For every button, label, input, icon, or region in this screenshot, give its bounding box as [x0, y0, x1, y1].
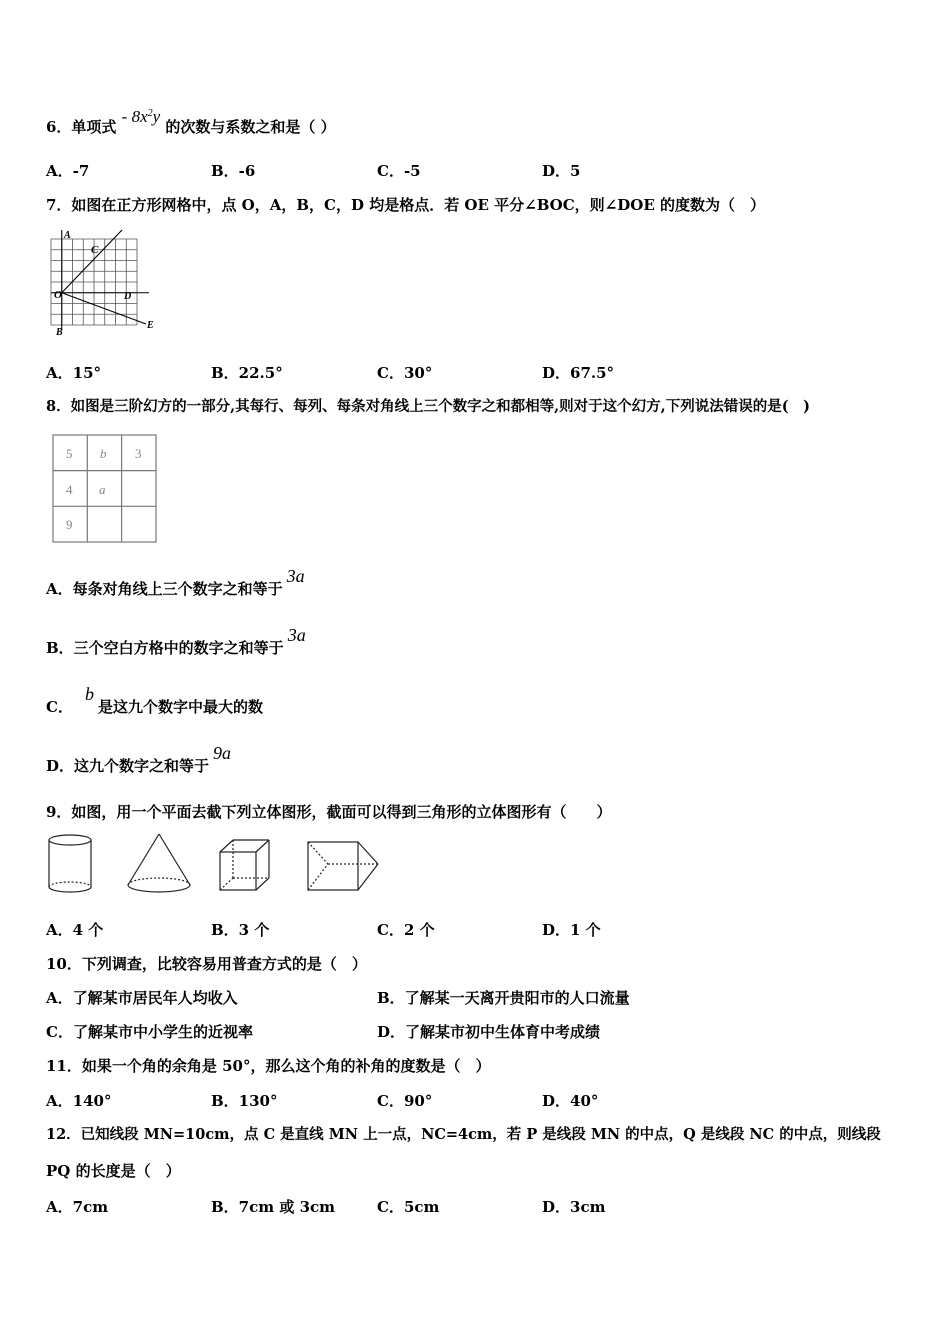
- q8-option-b-text: B．三个空白方格中的数字之和等于: [46, 639, 284, 657]
- q8-cell-2-2: a: [99, 482, 106, 497]
- q10-option-a: A．了解某市居民年人均收入: [46, 989, 238, 1007]
- q11-option-d: D．40°: [542, 1092, 599, 1110]
- q9-option-d: D．1 个: [542, 921, 601, 939]
- cube-shape: [220, 840, 269, 890]
- q6-option-b: B．-6: [211, 162, 256, 180]
- q7-label-e: E: [147, 320, 154, 331]
- cylinder-shape: [49, 835, 91, 892]
- q6-option-a: A．-7: [46, 162, 90, 180]
- q7-label-d: D: [124, 291, 132, 302]
- q8-option-a-text: A．每条对角线上三个数字之和等于: [46, 580, 283, 598]
- q6-expr-coef: - 8x: [121, 107, 148, 126]
- q12-option-b: B．7cm 或 3cm: [211, 1198, 336, 1216]
- q9-option-a: A．4 个: [46, 921, 104, 939]
- q8-option-b: [46, 625, 306, 658]
- q6-option-c: C．-5: [377, 162, 421, 180]
- q7-option-a: A．15°: [46, 364, 102, 382]
- q7-stem: 7．如图在正方形网格中，点 O，A，B，C，D 均是格点．若 OE 平分∠BOC，则∠DOE 的度数为（ ）: [46, 196, 765, 214]
- q7-option-b: B．22.5°: [211, 364, 283, 382]
- q8-cell-2-1: 4: [66, 482, 73, 497]
- q6-prefix: 6．单项式: [46, 118, 117, 136]
- q8-option-b-math: 3a: [287, 625, 306, 645]
- q7-ray-oe: [62, 293, 146, 324]
- prism-shape: [308, 842, 378, 890]
- q12-stem-line2: PQ 的长度是（ ）: [46, 1162, 181, 1180]
- q8-magic-square: [52, 434, 158, 544]
- q8-cell-1-3: 3: [135, 446, 142, 461]
- q12-option-a: A．7cm: [46, 1198, 109, 1216]
- q9-option-c: C．2 个: [377, 921, 435, 939]
- q10-option-c: C．了解某市中小学生的近视率: [46, 1023, 253, 1041]
- q10-option-d: D．了解某市初中生体育中考成绩: [377, 1023, 601, 1041]
- q8-option-d-math: 9a: [213, 743, 232, 763]
- q10-option-b: B．了解某一天离开贵阳市的人口流量: [377, 989, 630, 1007]
- q7-label-b: B: [56, 327, 63, 338]
- q6-expression: [122, 104, 161, 127]
- q8-option-c-math: b: [84, 684, 94, 704]
- q12-option-c: C．5cm: [377, 1198, 440, 1216]
- q6-expr-var: y: [152, 107, 161, 126]
- q6-suffix: 的次数与系数之和是（ ）: [165, 118, 336, 136]
- q8-cell-1-2: b: [100, 446, 107, 461]
- q8-option-c-prefix: C．: [46, 698, 73, 716]
- q8-cell-3-1: 9: [66, 517, 73, 532]
- q7-label-a: A: [64, 230, 71, 241]
- q8-option-d: [46, 743, 232, 776]
- q8-cell-1-1: 5: [66, 446, 73, 461]
- q9-solids-figure: [44, 830, 389, 898]
- q10-stem: 10．下列调查，比较容易用普查方式的是（ ）: [46, 955, 367, 973]
- q8-option-d-text: D．这九个数字之和等于: [46, 757, 210, 775]
- q8-stem: 8．如图是三阶幻方的一部分,其每行、每列、每条对角线上三个数字之和都相等,则对于这个幻方,下列说法错误的是( ): [46, 398, 810, 415]
- q7-option-c: C．30°: [377, 364, 433, 382]
- q8-option-a-math: 3a: [286, 566, 305, 586]
- q11-option-a: A．140°: [46, 1092, 112, 1110]
- q12-option-d: D．3cm: [542, 1198, 606, 1216]
- q7-label-c: C: [91, 244, 99, 256]
- q7-option-d: D．67.5°: [542, 364, 615, 382]
- q8-option-c-text: 是这九个数字中最大的数: [97, 698, 263, 716]
- q8-option-c: [46, 684, 263, 717]
- q7-label-o: O: [54, 289, 62, 301]
- q8-option-a: [46, 566, 305, 599]
- q11-option-c: C．90°: [377, 1092, 433, 1110]
- q7-ray-oc: [62, 230, 122, 293]
- q7-grid-figure: [46, 226, 161, 338]
- q11-option-b: B．130°: [211, 1092, 278, 1110]
- cone-shape: [128, 834, 190, 892]
- q6-option-d: D．5: [542, 162, 581, 180]
- q9-stem: 9．如图，用一个平面去截下列立体图形，截面可以得到三角形的立体图形有（ ）: [46, 803, 612, 821]
- q12-stem-line1: 12．已知线段 MN=10cm，点 C 是直线 MN 上一点，NC=4cm，若 P 是线段 MN 的中点，Q 是线段 NC 的中点，则线段: [46, 1126, 881, 1143]
- q7-rays: [51, 230, 149, 330]
- q9-option-b: B．3 个: [211, 921, 270, 939]
- q6-expr-exp: 2: [147, 108, 153, 119]
- q11-stem: 11．如果一个角的余角是 50°，那么这个角的补角的度数是（ ）: [46, 1057, 491, 1075]
- q6-stem: [46, 107, 336, 137]
